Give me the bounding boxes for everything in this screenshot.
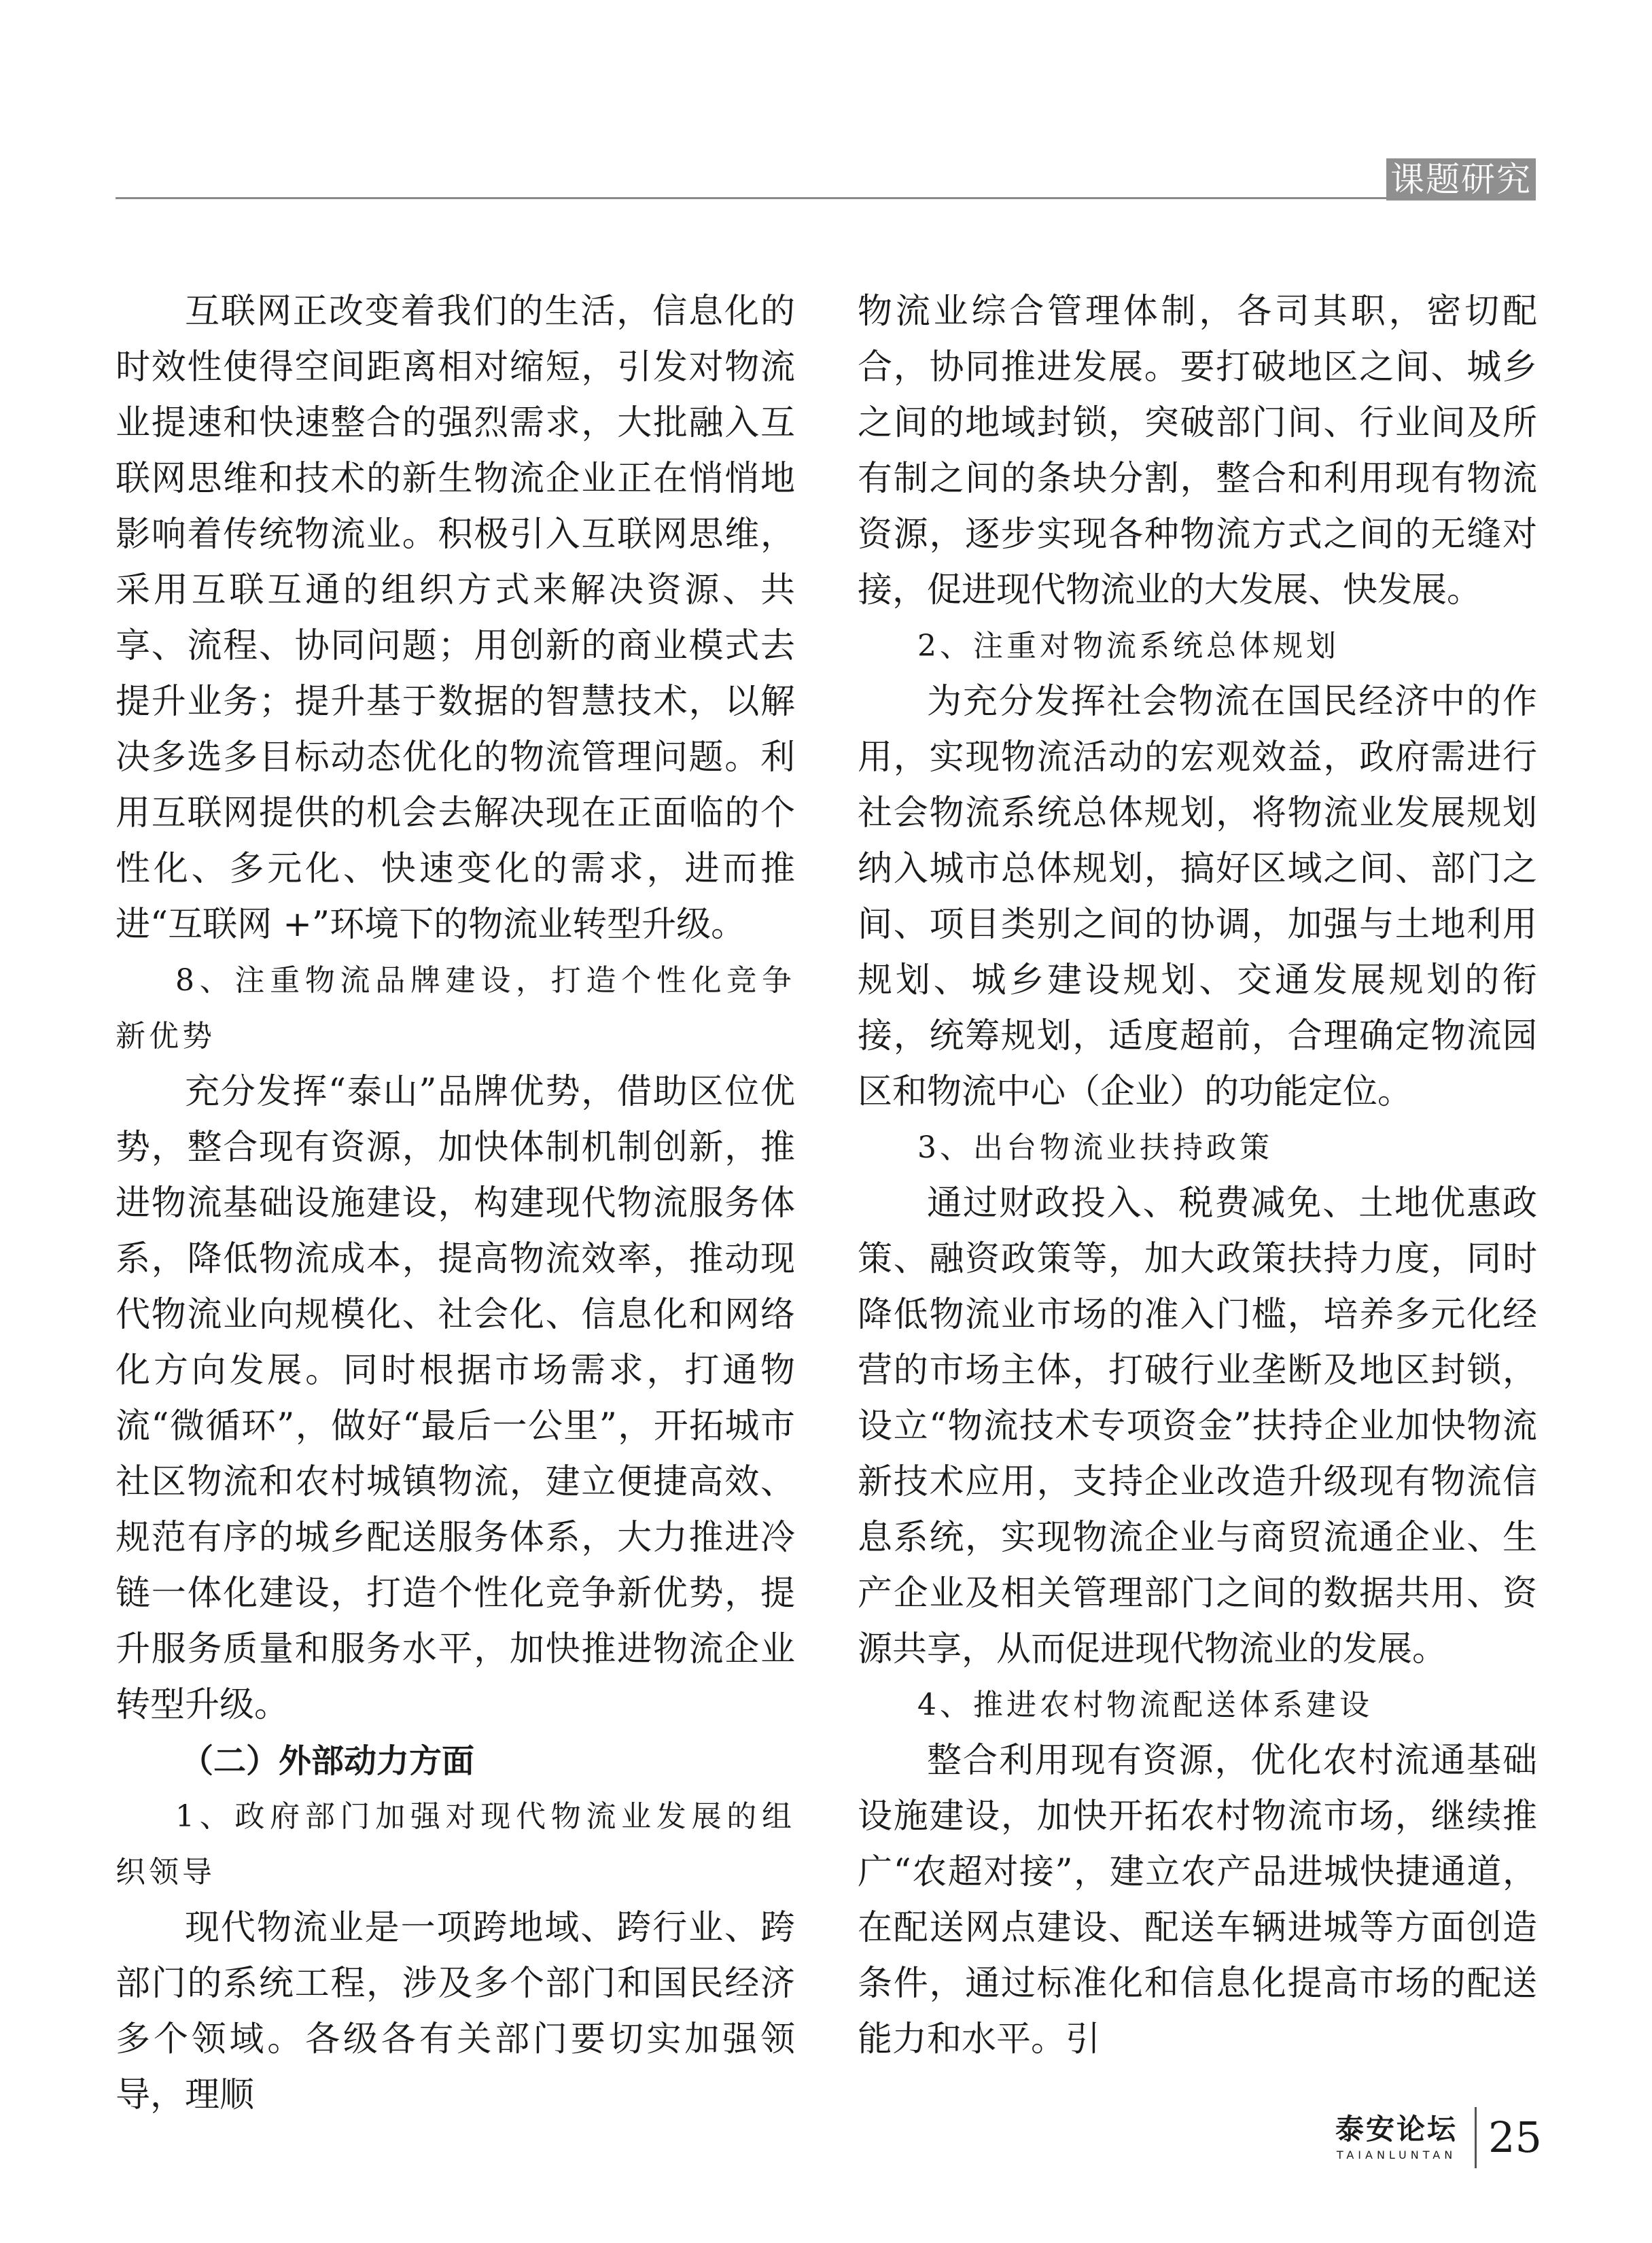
paragraph: 互联网正改变着我们的生活，信息化的时效性使得空间距离相对缩短，引发对物流业提速和快速整合的强烈需求，大批融入互联网思维和技术的新生物流企业正在悄悄地影响着传统物流业。积极引入互联网思维，采用互联互通的组织方式来解决资源、共享、流程、协同问题；用创新的商业模式去提升业务；提升基于数据的智慧技术，以解决多选多目标动态优化的物流管理问题。利用互联网提供的机会去解决现在正面临的个性化、多元化、快速变化的需求，进而推进“互联网 +”环境下的物流业转型升级。 (116, 292, 795, 945)
paragraph: 现代物流业是一项跨地域、跨行业、跨部门的系统工程，涉及多个部门和国民经济多个领域。各级各有关部门要切实加强领导，理顺 (116, 1908, 795, 2115)
paragraph: 充分发挥“泰山”品牌优势，借助区位优势，整合现有资源，加快体制机制创新，推进物流基础设施建设，构建现代物流服务体系，降低物流成本，提高物流效率，推动现代物流业向规模化、社会化、信息化和网络化方向发展。同时根据市场需求，打通物流“微循环”，做好“最后一公里”，开拓城市社区物流和农村城镇物流，建立便捷高效、规范有序的城乡配送服务体系，大力推进冷链一体化建设，打造个性化竞争新优势，提升服务质量和服务水平，加快推进物流企业转型升级。 (116, 1072, 795, 1725)
left-column (116, 284, 795, 2123)
brand-name-en: TAIANLUNTAN (1336, 2149, 1457, 2161)
paragraph-continued: 物流业综合管理体制，各司其职，密切配合，协同推进发展。要打破地区之间、城乡之间的地域封锁，突破部门间、行业间及所有制之间的条块分割，整合和利用现有物流资源，逐步实现各种物流方式之间的无缝对接，促进现代物流业的大发展、快发展。 (858, 292, 1537, 610)
right-column (858, 284, 1537, 2068)
subheading: 4、推进农村物流配送体系建设 (917, 1688, 1373, 1722)
section-tag: 课题研究 (1386, 158, 1536, 201)
footer-divider (1475, 2107, 1477, 2168)
paragraph: 整合利用现有资源，优化农村流通基础设施建设，加快开拓农村物流市场，继续推广“农超对接”，建立农产品进城快捷通道，在配送网点建设、配送车辆进城等方面创造条件，通过标准化和信息化提高市场的配送能力和水平。引 (858, 1741, 1537, 2059)
header-rule (116, 197, 1386, 199)
subheading: 8、注重物流品牌建设，打造个性化竞争新优势 (116, 963, 795, 1054)
page-number: 25 (1488, 2112, 1542, 2162)
section-heading: （二）外部动力方面 (181, 1742, 475, 1780)
brand-name-cn: 泰安论坛 (1335, 2112, 1458, 2146)
footer-brand (1329, 2112, 1464, 2164)
paragraph: 为充分发挥社会物流在国民经济中的作用，实现物流活动的宏观效益，政府需进行社会物流系统总体规划，将物流业发展规划纳入城市总体规划，搞好区域之间、部门之间、项目类别之间的协调，加强与土地利用规划、城乡建设规划、交通发展规划的衔接，统筹规划，适度超前，合理确定物流园区和物流中心（企业）的功能定位。 (858, 682, 1537, 1112)
subheading: 1、政府部门加强对现代物流业发展的组织领导 (116, 1799, 795, 1890)
subheading: 2、注重对物流系统总体规划 (917, 629, 1339, 663)
paragraph: 通过财政投入、税费减免、土地优惠政策、融资政策等，加大政策扶持力度，同时降低物流业市场的准入门槛，培养多元化经营的市场主体，打破行业垄断及地区封锁，设立“物流技术专项资金”扶持企业加快物流新技术应用，支持企业改造升级现有物流信息系统，实现物流企业与商贸流通企业、生产企业及相关管理部门之间的数据共用、资源共享，从而促进现代物流业的发展。 (858, 1183, 1537, 1669)
subheading: 3、出台物流业扶持政策 (917, 1130, 1273, 1165)
